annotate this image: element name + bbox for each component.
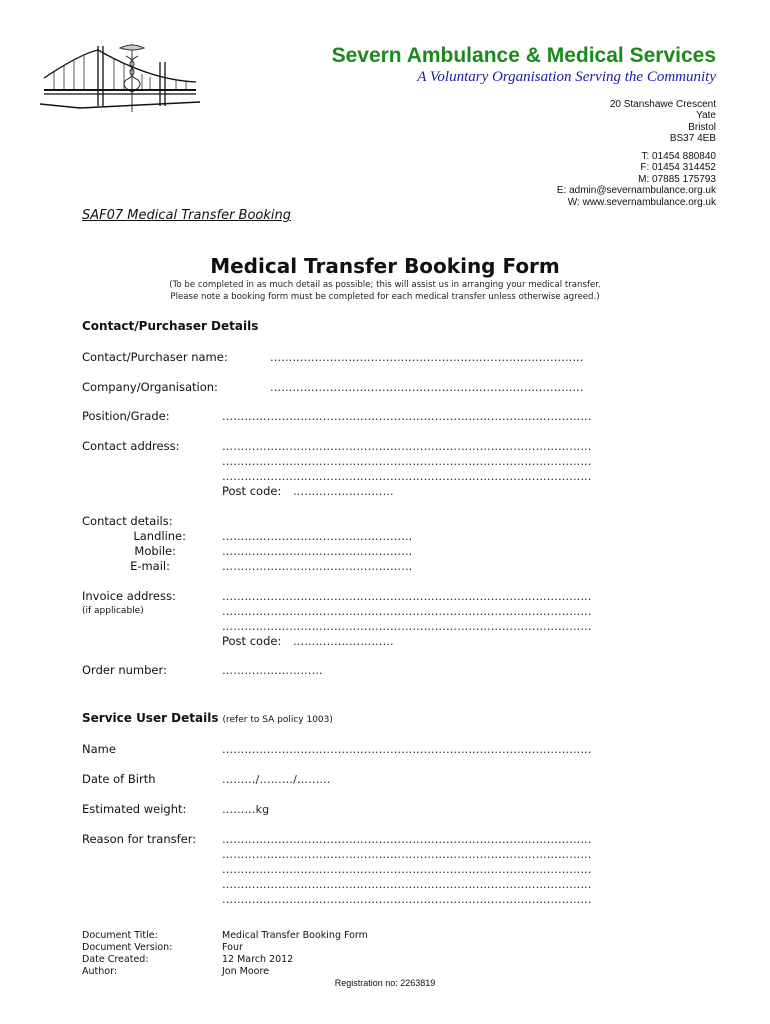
footer-label: Document Version: bbox=[82, 942, 173, 953]
dob-field[interactable]: ………/………/……… bbox=[222, 773, 331, 786]
phone-line: T: 01454 880840 bbox=[641, 151, 716, 162]
postal-address bbox=[610, 99, 716, 145]
footer-label: Date Created: bbox=[82, 954, 149, 965]
footer-labels bbox=[82, 930, 172, 978]
reason-line-3[interactable]: ……………………………………………………………………………………… bbox=[222, 863, 592, 876]
address-line: BS37 4EB bbox=[669, 133, 716, 145]
intro-line: (To be completed in as much detail as possible; this will assist us in arranging your medical transfer. bbox=[169, 280, 601, 290]
invoice-postcode-label: Post code: bbox=[222, 634, 282, 648]
contact-address-line-3[interactable]: ……………………………………………………………………………………… bbox=[222, 470, 592, 483]
weight-label: Estimated weight: bbox=[82, 802, 187, 816]
footer-value: 12 March 2012 bbox=[222, 954, 294, 965]
reason-line-2[interactable]: ……………………………………………………………………………………… bbox=[222, 848, 592, 861]
invoice-note: (if applicable) bbox=[82, 606, 144, 616]
weight-field[interactable]: ………kg bbox=[222, 803, 270, 816]
reason-line-5[interactable]: ……………………………………………………………………………………… bbox=[222, 893, 592, 906]
footer-values bbox=[222, 930, 368, 978]
document-reference: SAF07 Medical Transfer Booking bbox=[82, 208, 291, 223]
address-line: Yate bbox=[696, 110, 716, 122]
footer-value: Jon Moore bbox=[222, 966, 270, 977]
invoice-address-line-1[interactable]: ……………………………………………………………………………………… bbox=[222, 590, 592, 603]
service-section-heading bbox=[82, 711, 333, 725]
form-title: Medical Transfer Booking Form bbox=[210, 254, 560, 278]
footer-value: Four bbox=[222, 942, 243, 953]
contact-address-line-1[interactable]: ……………………………………………………………………………………… bbox=[222, 440, 592, 453]
policy-note: (refer to SA policy 1003) bbox=[222, 715, 333, 725]
mobile-line: M: 07885 175793 bbox=[638, 173, 716, 185]
address-line: Bristol bbox=[688, 121, 716, 133]
contact-section-heading: Contact/Purchaser Details bbox=[82, 319, 259, 333]
footer-label: Document Title: bbox=[82, 930, 158, 941]
fax-line: F: 01454 314452 bbox=[640, 162, 716, 174]
landline-label: Landline: bbox=[133, 529, 186, 543]
dob-label: Date of Birth bbox=[82, 772, 156, 786]
company-field[interactable]: ………………………………………………………………………… bbox=[270, 381, 584, 394]
email-label: E-mail: bbox=[130, 559, 170, 573]
position-label: Position/Grade: bbox=[82, 409, 170, 423]
organisation-name: Severn Ambulance & Medical Services bbox=[331, 44, 716, 67]
contact-postcode-field[interactable]: ……………………… bbox=[293, 485, 394, 498]
invoice-address-label: Invoice address: bbox=[82, 589, 176, 603]
email-line: E: admin@severnambulance.org.uk bbox=[556, 185, 716, 197]
registration-number: Registration no: 2263819 bbox=[334, 978, 436, 988]
contact-address-label: Contact address: bbox=[82, 439, 180, 453]
mobile-field[interactable]: …………………………………………… bbox=[222, 545, 413, 558]
company-label: Company/Organisation: bbox=[82, 380, 218, 394]
mobile-label: Mobile: bbox=[134, 544, 176, 558]
contact-details-label: Contact details: bbox=[82, 514, 173, 528]
footer-label: Author: bbox=[82, 966, 118, 977]
contact-numbers bbox=[557, 151, 716, 208]
landline-field[interactable]: …………………………………………… bbox=[222, 530, 413, 543]
form-intro bbox=[0, 279, 770, 303]
contact-postcode-label: Post code: bbox=[222, 484, 282, 498]
order-number-label: Order number: bbox=[82, 663, 167, 677]
service-section-title: Service User Details bbox=[82, 711, 219, 725]
intro-line: Please note a booking form must be completed for each medical transfer unless otherwise agreed.) bbox=[170, 292, 600, 302]
reason-line-4[interactable]: ……………………………………………………………………………………… bbox=[222, 878, 592, 891]
invoice-address-line-2[interactable]: ……………………………………………………………………………………… bbox=[222, 605, 592, 618]
email-field[interactable]: …………………………………………… bbox=[222, 560, 413, 573]
service-user-name-field[interactable]: ……………………………………………………………………………………… bbox=[222, 743, 592, 756]
contact-name-field[interactable]: ………………………………………………………………………… bbox=[270, 351, 584, 364]
contact-address-line-2[interactable]: ……………………………………………………………………………………… bbox=[222, 455, 592, 468]
service-user-name-label: Name bbox=[82, 742, 116, 756]
organisation-tagline: A Voluntary Organisation Serving the Community bbox=[417, 69, 716, 85]
bridge-caduceus-logo bbox=[40, 42, 200, 114]
reason-label: Reason for transfer: bbox=[82, 832, 197, 846]
contact-name-label: Contact/Purchaser name: bbox=[82, 350, 228, 364]
invoice-postcode-field[interactable]: ……………………… bbox=[293, 635, 394, 648]
invoice-address-line-3[interactable]: ……………………………………………………………………………………… bbox=[222, 620, 592, 633]
reason-line-1[interactable]: ……………………………………………………………………………………… bbox=[222, 833, 592, 846]
position-field[interactable]: ……………………………………………………………………………………… bbox=[222, 410, 592, 423]
order-number-field[interactable]: ……………………… bbox=[222, 664, 323, 677]
website-line: W: www.severnambulance.org.uk bbox=[567, 196, 716, 208]
footer-value: Medical Transfer Booking Form bbox=[222, 930, 368, 941]
address-line: 20 Stanshawe Crescent bbox=[609, 99, 716, 110]
